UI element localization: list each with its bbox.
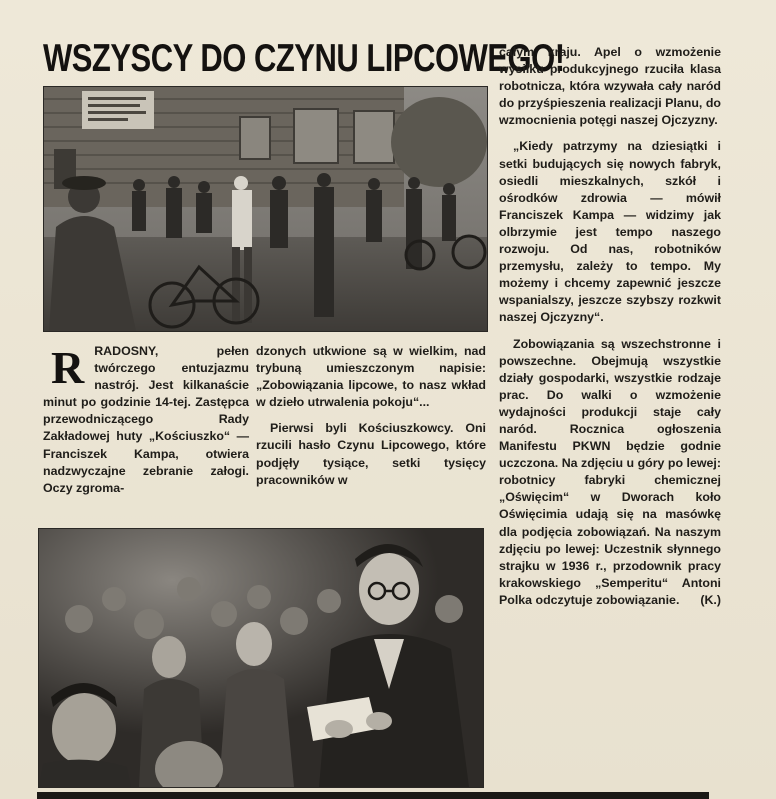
col3-paragraph-3 (499, 336, 721, 610)
col3-paragraph-2: „Kiedy patrzymy na dziesiątki i setki budujących się nowych fabryk, osiedli mieszkalnych, szkół i ośrodków zdrowia — mówił Franciszek Kampa — widzimy jak olbrzymie jest tempo naszego rozwoju. Od nas, robotników przemysłu, zależy to tempo. My możemy i chcemy zapewnić jeszcze wspanialszy, jeszcze szybszy rozkwit naszej Ojczyzny“. (499, 139, 721, 325)
text-column-1 (43, 343, 249, 497)
text-column-3 (499, 44, 721, 609)
col2-paragraph-2: Pierwsi byli Kościuszkowcy. Oni rzucili hasło Czynu Lipcowego, które podjęły tysiące, setki tysięcy pracowników w (256, 421, 486, 487)
col3-paragraph-1: całym kraju. Apel o wzmożenie wysiłku produkcyjnego rzuciła klasa robotnicza, która wzywała cały naród do przyśpieszenia realizacji Planu, do wzmocnienia potęgi naszej Ojczyzny. (499, 45, 721, 128)
col1-text: RADOSNY, pełen twórczego entuzjazmu nastrój. Jest kilkanaście minut po godzinie 14-tej. Zastępca przewodniczącego Rady Zakładowej huty „Kościuszko“ — Franciszek Kampa, otwiera nadzwyczajne zebranie załogi. Oczy zgroma- (43, 344, 249, 495)
col3-paragraph-3-text: Zobowiązania są wszechstronne i powszechne. Obejmują wszystkie działy gospodarki, wszystkie rodzaje prac. Do walki o wzmożenie wydajności produkcji staje cały naród. Rocznica ogłoszenia Manifestu PKWN będzie godnie uczczona. Na zdjęciu u góry po lewej: robotnicy fabryki chemicznej „Oświęcim“ w Dworach koło Oświęcimia udają się na masówkę dla podjęcia zobowiązań. Na naszym zdjęciu po lewej: Uczestnik słynnego strajku w 1936 r., przodownik pracy krakowskiego „Semperitu“ Antoni Polka odczytuje zobowiązanie. (499, 336, 721, 607)
author-signature: (K.) (700, 592, 721, 607)
dropcap: R (51, 342, 85, 393)
photo-workers-gathering (43, 86, 488, 332)
headline: WSZYSCY DO CZYNU LIPCOWEGO! (43, 36, 565, 80)
col2-paragraph-1: dzonych utkwione są w wielkim, nad trybuną umieszczonym napisie: „Zobowiązania lipcowe, to nasz wkład w dzieło utrwalenia pokoju“... (256, 344, 486, 410)
bottom-rule (37, 792, 709, 799)
text-column-2 (256, 343, 486, 489)
photo-reading-pledge (38, 528, 484, 788)
